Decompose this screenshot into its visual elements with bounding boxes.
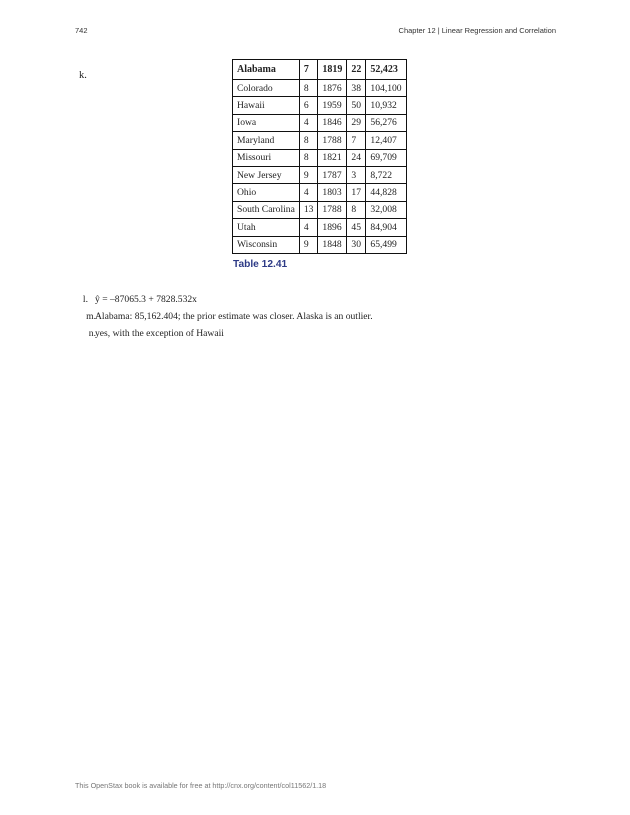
table-cell: 8 bbox=[299, 80, 318, 97]
table-cell: 30 bbox=[347, 236, 366, 253]
table-cell: 4 bbox=[299, 184, 318, 201]
table-header-cell: 1819 bbox=[318, 60, 347, 80]
table-header-cell: Alabama bbox=[233, 60, 300, 80]
table-cell: 6 bbox=[299, 97, 318, 114]
table-cell: South Carolina bbox=[233, 201, 300, 218]
item-k-label: k. bbox=[79, 70, 87, 81]
table-header-row bbox=[233, 60, 407, 80]
table-row bbox=[233, 236, 407, 253]
table-cell: New Jersey bbox=[233, 166, 300, 183]
table-row bbox=[233, 97, 407, 114]
table-cell: 1896 bbox=[318, 219, 347, 236]
table-cell: 1787 bbox=[318, 166, 347, 183]
table-cell: Maryland bbox=[233, 132, 300, 149]
table-cell: Colorado bbox=[233, 80, 300, 97]
table-cell: 1959 bbox=[318, 97, 347, 114]
answer-text: yes, with the exception of Hawaii bbox=[95, 328, 224, 339]
table-cell: 104,100 bbox=[366, 80, 406, 97]
answer-text: Alabama: 85,162.404; the prior estimate was closer. Alaska is an outlier. bbox=[95, 311, 373, 322]
answer-label: l. bbox=[82, 294, 88, 305]
table-row bbox=[233, 132, 407, 149]
table-cell: 9 bbox=[299, 236, 318, 253]
table-cell: Hawaii bbox=[233, 97, 300, 114]
table-cell: 1876 bbox=[318, 80, 347, 97]
table-header-cell: 22 bbox=[347, 60, 366, 80]
table-cell: 13 bbox=[299, 201, 318, 218]
table-cell: 56,276 bbox=[366, 114, 406, 131]
table-row bbox=[233, 219, 407, 236]
table-row bbox=[233, 201, 407, 218]
table-cell: Missouri bbox=[233, 149, 300, 166]
table-cell: 24 bbox=[347, 149, 366, 166]
table-header-cell: 52,423 bbox=[366, 60, 406, 80]
table-row bbox=[233, 80, 407, 97]
table-cell: 1821 bbox=[318, 149, 347, 166]
table-header-cell: 7 bbox=[299, 60, 318, 80]
table-row bbox=[233, 149, 407, 166]
table-cell: 1803 bbox=[318, 184, 347, 201]
answer-text: ŷ = –87065.3 + 7828.532x bbox=[95, 294, 197, 305]
table-cell: 8 bbox=[347, 201, 366, 218]
table-cell: 65,499 bbox=[366, 236, 406, 253]
chapter-title: Chapter 12 | Linear Regression and Correlation bbox=[398, 26, 556, 35]
table-caption: Table 12.41 bbox=[233, 259, 288, 270]
table-cell: Ohio bbox=[233, 184, 300, 201]
table-cell: 1788 bbox=[318, 201, 347, 218]
table-cell: 1848 bbox=[318, 236, 347, 253]
table-cell: 84,904 bbox=[366, 219, 406, 236]
table-cell: 4 bbox=[299, 219, 318, 236]
table-body bbox=[233, 80, 407, 254]
table-cell: 3 bbox=[347, 166, 366, 183]
table-row bbox=[233, 114, 407, 131]
data-table bbox=[232, 59, 407, 254]
table-cell: 38 bbox=[347, 80, 366, 97]
table-cell: 7 bbox=[347, 132, 366, 149]
table-cell: 12,407 bbox=[366, 132, 406, 149]
table-cell: Utah bbox=[233, 219, 300, 236]
table-cell: 44,828 bbox=[366, 184, 406, 201]
table-cell: 1788 bbox=[318, 132, 347, 149]
table-cell: 29 bbox=[347, 114, 366, 131]
table-cell: 17 bbox=[347, 184, 366, 201]
answer-label: n. bbox=[88, 328, 96, 339]
table-row bbox=[233, 184, 407, 201]
table-cell: 50 bbox=[347, 97, 366, 114]
table-row bbox=[233, 166, 407, 183]
table-cell: 9 bbox=[299, 166, 318, 183]
table-cell: 1846 bbox=[318, 114, 347, 131]
table-cell: 69,709 bbox=[366, 149, 406, 166]
table-cell: 8,722 bbox=[366, 166, 406, 183]
table-cell: Iowa bbox=[233, 114, 300, 131]
page-footer: This OpenStax book is available for free at http://cnx.org/content/col11562/1.18 bbox=[75, 781, 327, 790]
table-cell: 45 bbox=[347, 219, 366, 236]
table-cell: 4 bbox=[299, 114, 318, 131]
page-number: 742 bbox=[75, 26, 88, 35]
table-cell: 10,932 bbox=[366, 97, 406, 114]
table-cell: Wisconsin bbox=[233, 236, 300, 253]
table-cell: 8 bbox=[299, 149, 318, 166]
table-cell: 8 bbox=[299, 132, 318, 149]
answer-label: m. bbox=[86, 311, 96, 322]
table-cell: 32,008 bbox=[366, 201, 406, 218]
